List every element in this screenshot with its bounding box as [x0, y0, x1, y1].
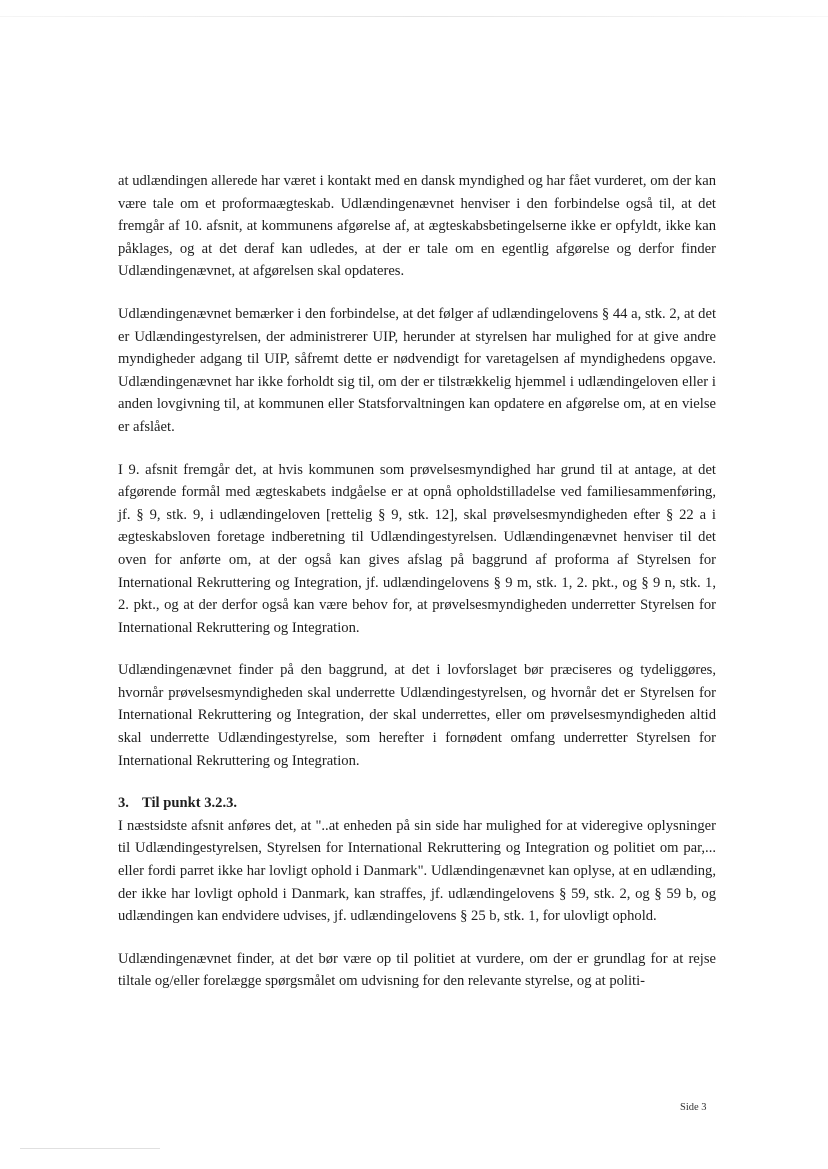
paragraph-1: at udlændingen allerede har været i kontakt med en dansk myndighed og har fået vurderet, om der kan være tale om et proformaægteskab. Udlændingenævnet henviser i den forbindelse også til, at det fremgår af 10. afsnit, at kommunens afgørelse af, at ægteskabsbetingelserne ikke er opfyldt, ikke kan påklages, og at det deraf kan udledes, at der er tale om en egentlig afgørelse og derfor finder Udlændingenævnet, at afgørelsen skal opdateres.: [118, 173, 716, 280]
section-title: Til punkt 3.2.3.: [142, 795, 238, 812]
section-paragraph-1: I næstsidste afsnit anføres det, at "..at enheden på sin side har mulighed for at videregive oplysninger til Udlændingestyrelsen, Styrelsen for International Rekruttering og Integration og politiet om par,... eller fordi parret ikke har lovligt ophold i Danmark". Udlændingenævnet kan oplyse, at en udlænding, der ikke har lovligt ophold i Danmark, kan straffes, jf. udlændingelovens § 59, stk. 2, og § 59 b, og udlændingen kan endvidere udvises, jf. udlændingelovens § 25 b, stk. 1, for ulovligt ophold.: [118, 817, 716, 925]
scan-edge-top: [0, 16, 828, 17]
scan-edge-bottom: [20, 1148, 160, 1149]
page-number: Side 3: [680, 1102, 707, 1113]
paragraph-3: I 9. afsnit fremgår det, at hvis kommunen som prøvelsesmyndighed har grund til at antage, at det afgørende formål med ægteskabets indgåelse er at opnå opholdstilladelse ved familiesammenføring, jf. § 9, stk. 9, i udlændingeloven [rettelig § 9, stk. 12], skal prøvelsesmyndigheden efter § 22 a i ægteskabsloven foretage indberetning til Udlændingestyrelsen. Udlændingenævnet henviser til det oven for anførte om, at der også kan gives afslag på baggrund af proforma af Styrelsen for International Rekruttering og Integration, jf. udlændingelovens § 9 m, stk. 1, 2. pkt., og § 9 n, stk. 1, 2. pkt., og at der derfor også kan være behov for, at prøvelsesmyndigheden underretter Styrelsen for International Rekruttering og Integration.: [118, 461, 716, 636]
section-heading: [118, 792, 716, 815]
paragraph-2: Udlændingenævnet bemærker i den forbindelse, at det følger af udlændingelovens § 44 a, stk. 2, at det er Udlændingestyrelsen, der administrerer UIP, herunder at styrelsen har mulighed for at give andre myndigheder adgang til UIP, såfremt dette er nødvendigt for varetagelsen af myndighedens opgave. Udlændingenævnet har ikke forholdt sig til, om der er tilstrækkelig hjemmel i udlændingeloven eller i anden lovgivning til, at kommunen eller Statsforvaltningen kan opdatere en afgørelse om, at en vielse er afslået.: [118, 305, 716, 435]
paragraph-4: Udlændingenævnet finder på den baggrund, at det i lovforslaget bør præciseres og tydeliggøres, hvornår prøvelsesmyndigheden skal underrette Udlændingestyrelsen, og hvornår det er Styrelsen for International Rekruttering og Integration, der skal underrettes, eller om prøvelsesmyndigheden altid skal underrette Udlændingestyrelse, som herefter i fornødent omfang underretter Styrelsen for International Rekruttering og Integration.: [118, 662, 716, 769]
document-body: [118, 170, 716, 993]
section-number: 3.: [118, 795, 129, 812]
section-paragraph-2: Udlændingenævnet finder, at det bør være op til politiet at vurdere, om der er grundlag for at rejse tiltale og/eller forelægge spørgsmålet om udvisning for den relevante styrelse, og at politi-: [118, 950, 716, 990]
